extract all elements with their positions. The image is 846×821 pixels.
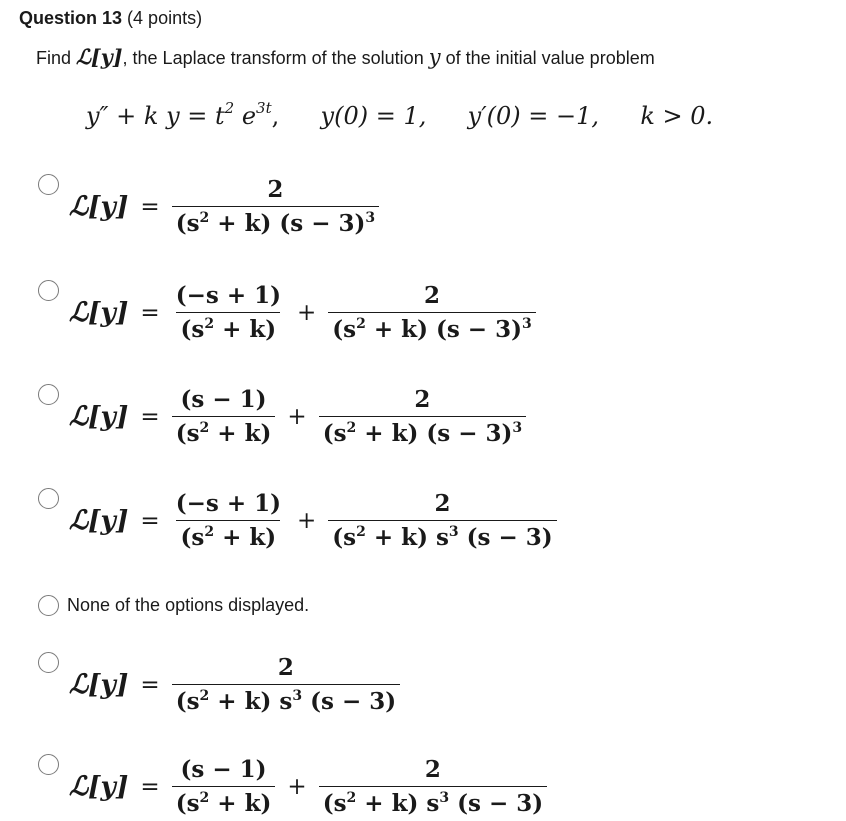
fraction: $\frac{(s - 1)}{(s^2 + k)}$: [172, 756, 276, 817]
ivp-condition-1: y(0) = 1,: [320, 102, 427, 130]
equals-sign: =: [140, 403, 160, 430]
ivp-condition-2: y′(0) = −1,: [467, 102, 600, 130]
option-lhs: ℒ[y]: [69, 669, 129, 700]
question-prompt: [36, 40, 655, 75]
laplace-symbol: ℒ[y]: [76, 45, 123, 69]
ivp-equation: y″ + k $y = t^2$ $e^{3t}$: [86, 99, 272, 130]
option-lhs: ℒ[y]: [69, 505, 129, 536]
plus-sign: +: [296, 507, 317, 534]
fraction: $\frac{(-s + 1)}{(s^2 + k)}$: [175, 282, 281, 343]
plus-sign: +: [296, 299, 317, 326]
fraction: $\frac{(-s + 1)}{(s^2 + k)}$: [175, 490, 281, 551]
prompt-y: y: [428, 45, 441, 69]
ivp-comma: ,: [271, 102, 280, 130]
plus-sign: +: [287, 403, 307, 430]
radio-button[interactable]: [38, 754, 59, 775]
fraction: $\frac{2}{(s^2 + k) s^3 (s - 3)}$: [319, 756, 547, 817]
question-points: (4 points): [127, 8, 203, 28]
answer-option-5[interactable]: [38, 595, 309, 616]
ivp-condition-k: k > 0.: [640, 102, 714, 130]
radio-button[interactable]: [38, 280, 59, 301]
answer-option-4[interactable]: [38, 490, 557, 551]
fraction: $\frac{2}{(s^2 + k) (s - 3)^3}$: [319, 386, 526, 447]
answer-option-3[interactable]: [38, 386, 526, 447]
fraction: $\frac{2}{(s^2 + k) (s - 3)^3}$: [328, 282, 535, 343]
option-lhs: ℒ[y]: [69, 191, 129, 222]
prompt-text-2: , the Laplace transform of the solution: [122, 48, 429, 68]
option-lhs: ℒ[y]: [69, 297, 129, 328]
answer-option-7[interactable]: [38, 756, 547, 817]
prompt-text-1: Find: [36, 48, 77, 68]
fraction: $\frac{(s - 1)}{(s^2 + k)}$: [172, 386, 276, 447]
initial-value-problem: [86, 96, 713, 136]
radio-button[interactable]: [38, 595, 59, 616]
radio-button[interactable]: [38, 174, 59, 195]
radio-button[interactable]: [38, 384, 59, 405]
question-header: [19, 6, 202, 30]
fraction: $\frac{2}{(s^2 + k) (s - 3)^3}$: [172, 176, 379, 237]
prompt-text-3: of the initial value problem: [440, 48, 655, 68]
equals-sign: =: [140, 507, 160, 534]
equals-sign: =: [140, 671, 160, 698]
equals-sign: =: [140, 299, 160, 326]
equals-sign: =: [140, 193, 160, 220]
plus-sign: +: [287, 773, 307, 800]
fraction: $\frac{2}{(s^2 + k) s^3 (s - 3)}$: [172, 654, 400, 715]
option-lhs: ℒ[y]: [69, 401, 129, 432]
option-lhs: ℒ[y]: [69, 771, 129, 802]
answer-option-6[interactable]: [38, 654, 400, 715]
radio-button[interactable]: [38, 652, 59, 673]
answer-option-1[interactable]: [38, 176, 379, 237]
option-text: None of the options displayed.: [67, 595, 310, 615]
question-title: Question 13: [19, 8, 123, 28]
equals-sign: =: [140, 773, 160, 800]
answer-option-2[interactable]: [38, 282, 536, 343]
fraction: $\frac{2}{(s^2 + k) s^3 (s - 3)}$: [328, 490, 556, 551]
radio-button[interactable]: [38, 488, 59, 509]
